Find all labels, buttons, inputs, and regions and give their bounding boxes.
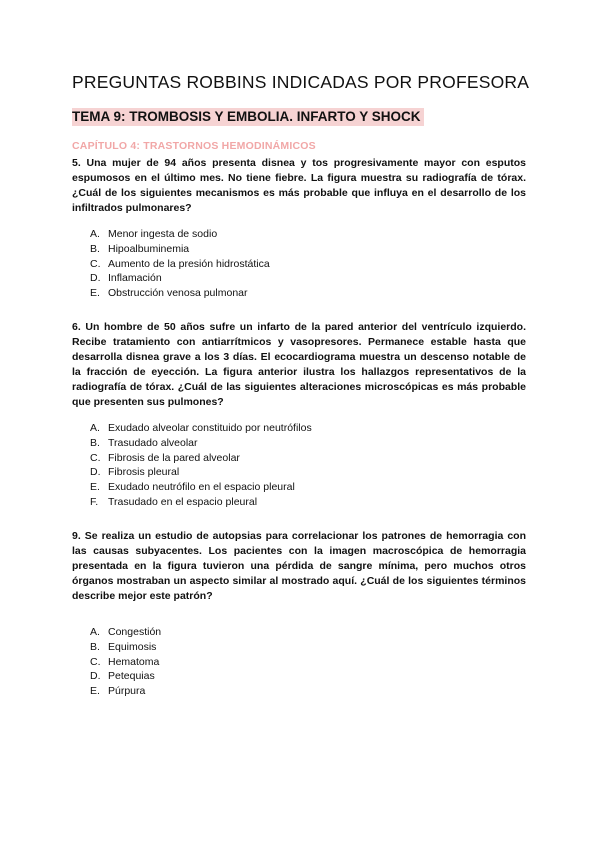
option-item: E. Exudado neutrófilo en el espacio pleural (90, 481, 295, 494)
option-item: A. Menor ingesta de sodio (90, 228, 218, 240)
option-item: C. Fibrosis de la pared alveolar (90, 451, 240, 464)
option-item: D. Petequias (90, 670, 155, 683)
question-9-text: 9. Se realiza un estudio de autopsias para correlacionar los patrones de hemorragia con las causas subyacentes. Los pacientes con la imagen macroscópica de hemorragia presentada en la figura tuvieron una pérdida de sangre mínima, pero muchos otros órganos mostraban un aspecto similar al mostrado aquí. ¿Cuál de los siguientes términos describe mejor este patrón? (72, 530, 526, 602)
option-item: D. Inflamación (90, 272, 162, 285)
option-item: F. Trasudado en el espacio pleural (90, 495, 258, 508)
option-item: C. Aumento de la presión hidrostática (90, 257, 270, 270)
option-item: C. Hematoma (90, 655, 160, 668)
option-item: B. Trasudado alveolar (90, 436, 198, 449)
option-item: E. Obstrucción venosa pulmonar (90, 287, 248, 300)
document-title: PREGUNTAS ROBBINS INDICADAS POR PROFESORA (72, 72, 530, 92)
question-6-text: 6. Un hombre de 50 años sufre un infarto de la pared anterior del ventrículo izquierdo. Recibe tratamiento con antiarrítmicos y vasopresores. Permanece estable hasta que desarrolla disnea grave a los 3 días. El ecocardiograma muestra un descenso notable de la fracción de eyección. La figura anterior ilustra los hallazgos representativos de la radiografía de tórax. ¿Cuál de las siguientes alteraciones microscópicas es más probable que presenten sus pulmones? (72, 321, 526, 408)
question-9-options (90, 625, 161, 699)
option-item: B. Equimosis (90, 640, 157, 653)
question-5-text: 5. Una mujer de 94 años presenta disnea y tos progresivamente mayor con esputos espumosos en el último mes. No tiene fiebre. La figura muestra su radiografía de tórax. ¿Cuál de los siguientes mecanismos es más probable que influya en el desarrollo de los infiltrados pulmonares? (72, 157, 526, 214)
question-5-options (90, 227, 270, 301)
option-item: B. Hipoalbuminemia (90, 242, 190, 255)
option-item: D. Fibrosis pleural (90, 466, 180, 479)
topic-heading: TEMA 9: TROMBOSIS Y EMBOLIA. INFARTO Y SHOCK (72, 108, 424, 126)
chapter-heading: CAPÍTULO 4: TRASTORNOS HEMODINÁMICOS (72, 140, 316, 152)
option-item: E. Púrpura (90, 685, 146, 698)
option-item: A. Exudado alveolar constituido por neutrófilos (90, 422, 312, 434)
question-6-options (90, 421, 312, 510)
option-item: A. Congestión (90, 626, 162, 638)
